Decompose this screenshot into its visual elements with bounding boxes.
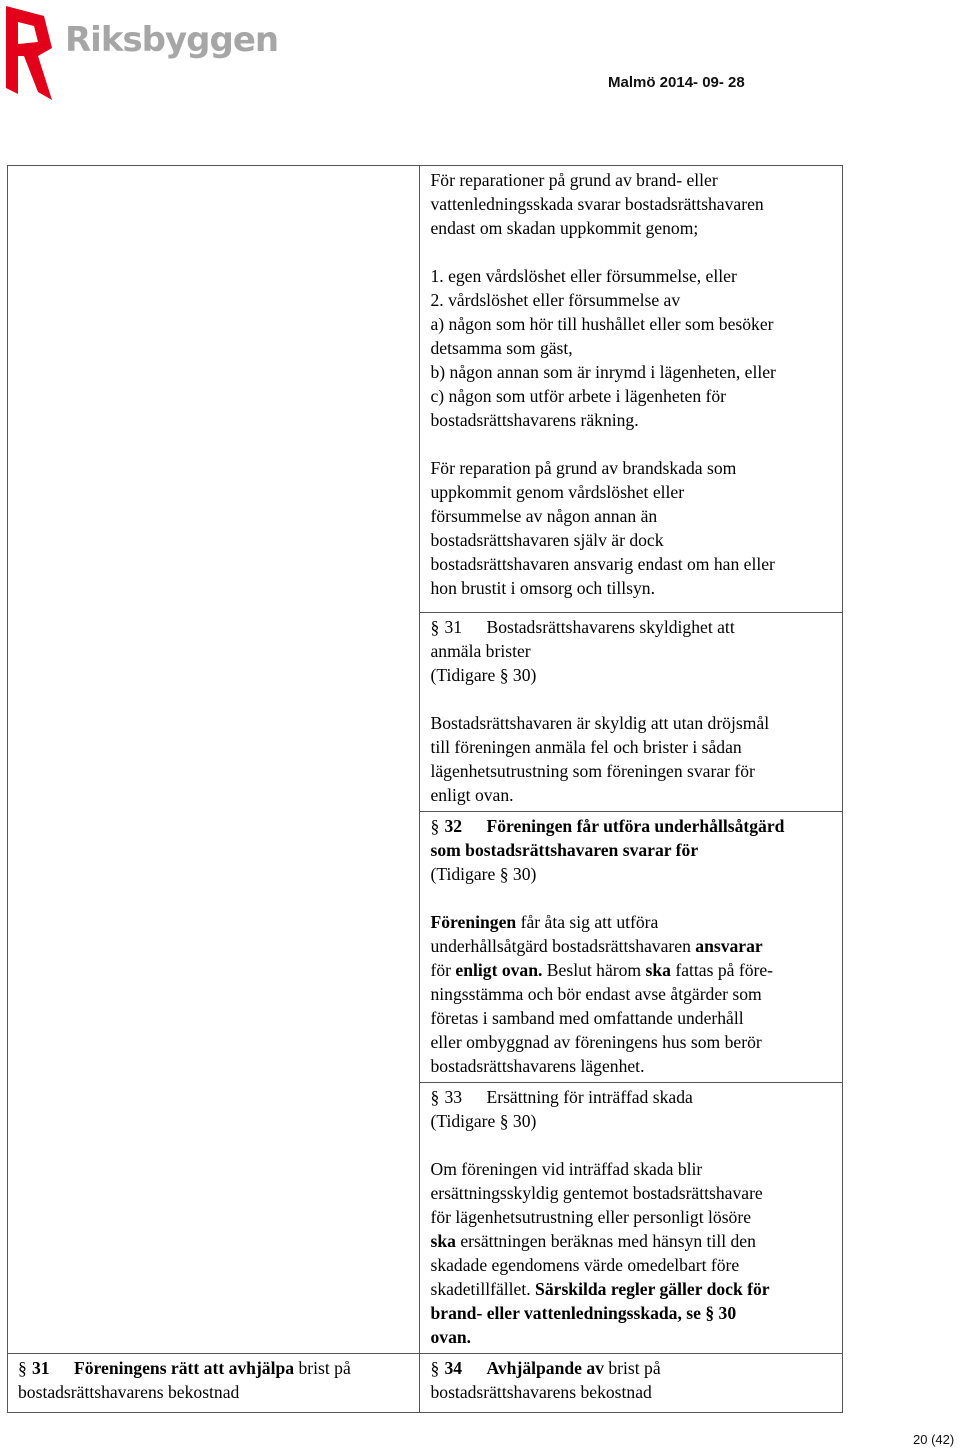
- text-line: För reparationer på grund av brand- eller: [430, 170, 718, 190]
- right-cell-repairs: [420, 166, 843, 613]
- repairs-text: [420, 166, 842, 604]
- text-line: hon brustit i omsorg och tillsyn.: [430, 578, 655, 598]
- document-date: Malmö 2014- 09- 28: [608, 74, 745, 91]
- right-cell-s33: § 33 Ersättning för inträffad skada (Tidigare § 30) Om föreningen vid inträffad skada blir ersättningsskyldig gentemot bostadsrättshavare för lägenhetsutrustning eller personligt lösöre ska ersättningen beräknas med hänsyn till den skadade egendomens värde omedelbart före skadetillfället. Särskilda regler gäller dock för brand- eller vattenledningsskada, se § 30 ovan.: [420, 1083, 843, 1354]
- previous-reference: (Tidigare § 30): [430, 1111, 537, 1131]
- section-heading-32: § 32 Föreningen får utföra underhållsåtgärd: [430, 816, 785, 836]
- text-line: försummelse av någon annan än: [430, 506, 658, 526]
- previous-reference: (Tidigare § 30): [430, 864, 537, 884]
- logo-mark-icon: [4, 4, 64, 104]
- section-heading-31: § 31 Bostadsrättshavarens skyldighet att: [430, 617, 735, 637]
- logo-wordmark: Riksbyggen: [65, 20, 279, 60]
- text-line: detsamma som gäst,: [430, 338, 573, 358]
- right-cell-s32: § 32 Föreningen får utföra underhållsåtgärd som bostadsrättshavaren svarar för (Tidigare § 30) Föreningen får åta sig att utföra underhållsåtgärd bostadsrättshavaren ansvarar för enligt ovan. Beslut härom ska fattas på före- ningsstämma och bör endast avse åtgärder som företas i samband med omfattande underhåll eller ombyggnad av föreningens hus som berör bostadsrättshavarens lägenhet.: [420, 812, 843, 1083]
- right-cell-s31: § 31 Bostadsrättshavarens skyldighet att anmäla brister (Tidigare § 30) Bostadsrättshavaren är skyldig att utan dröjsmål till föreningen anmäla fel och brister i sådan lägenhetsutrustning som föreningen svarar för enligt ovan.: [420, 613, 843, 812]
- text-line: bostadsrättshavaren ansvarig endast om han eller: [430, 554, 775, 574]
- previous-reference: (Tidigare § 30): [430, 665, 537, 685]
- riksbyggen-logo: [4, 4, 304, 104]
- left-section-heading-31: § 31 Föreningens rätt att avhjälpa brist på: [18, 1358, 351, 1378]
- left-cell-s31: § 31 Föreningens rätt att avhjälpa brist på bostadsrättshavarens bekostnad: [8, 1354, 420, 1413]
- text-line: c) någon som utför arbete i lägenheten för: [430, 386, 727, 406]
- text-line: bostadsrättshavarens räkning.: [430, 410, 639, 430]
- left-column-empty: [8, 166, 420, 1354]
- text-line: b) någon annan som är inrymd i lägenheten, eller: [430, 362, 776, 382]
- section-heading-32-cont: som bostadsrättshavaren svarar för: [430, 840, 699, 860]
- page-number: 20 (42): [913, 1432, 955, 1447]
- text-line: För reparation på grund av brandskada som: [430, 458, 737, 478]
- text-line: vattenledningsskada svarar bostadsrättshavaren: [430, 194, 764, 214]
- text-line: 1. egen vårdslöshet eller försummelse, eller: [430, 266, 737, 286]
- text-line: a) någon som hör till hushållet eller som besöker: [430, 314, 774, 334]
- text-line: uppkommit genom vårdslöshet eller: [430, 482, 685, 502]
- section-heading-33: § 33 Ersättning för inträffad skada: [430, 1087, 693, 1107]
- section-heading-34: § 34 Avhjälpande av brist på: [430, 1358, 661, 1378]
- comparison-table: [7, 165, 843, 1413]
- text-line: bostadsrättshavaren själv är dock: [430, 530, 664, 550]
- text-line: 2. vårdslöshet eller försummelse av: [430, 290, 681, 310]
- text-line: endast om skadan uppkommit genom;: [430, 218, 699, 238]
- section-heading-31-cont: anmäla brister: [430, 641, 531, 661]
- right-cell-s34: § 34 Avhjälpande av brist på bostadsrättshavarens bekostnad: [420, 1354, 843, 1413]
